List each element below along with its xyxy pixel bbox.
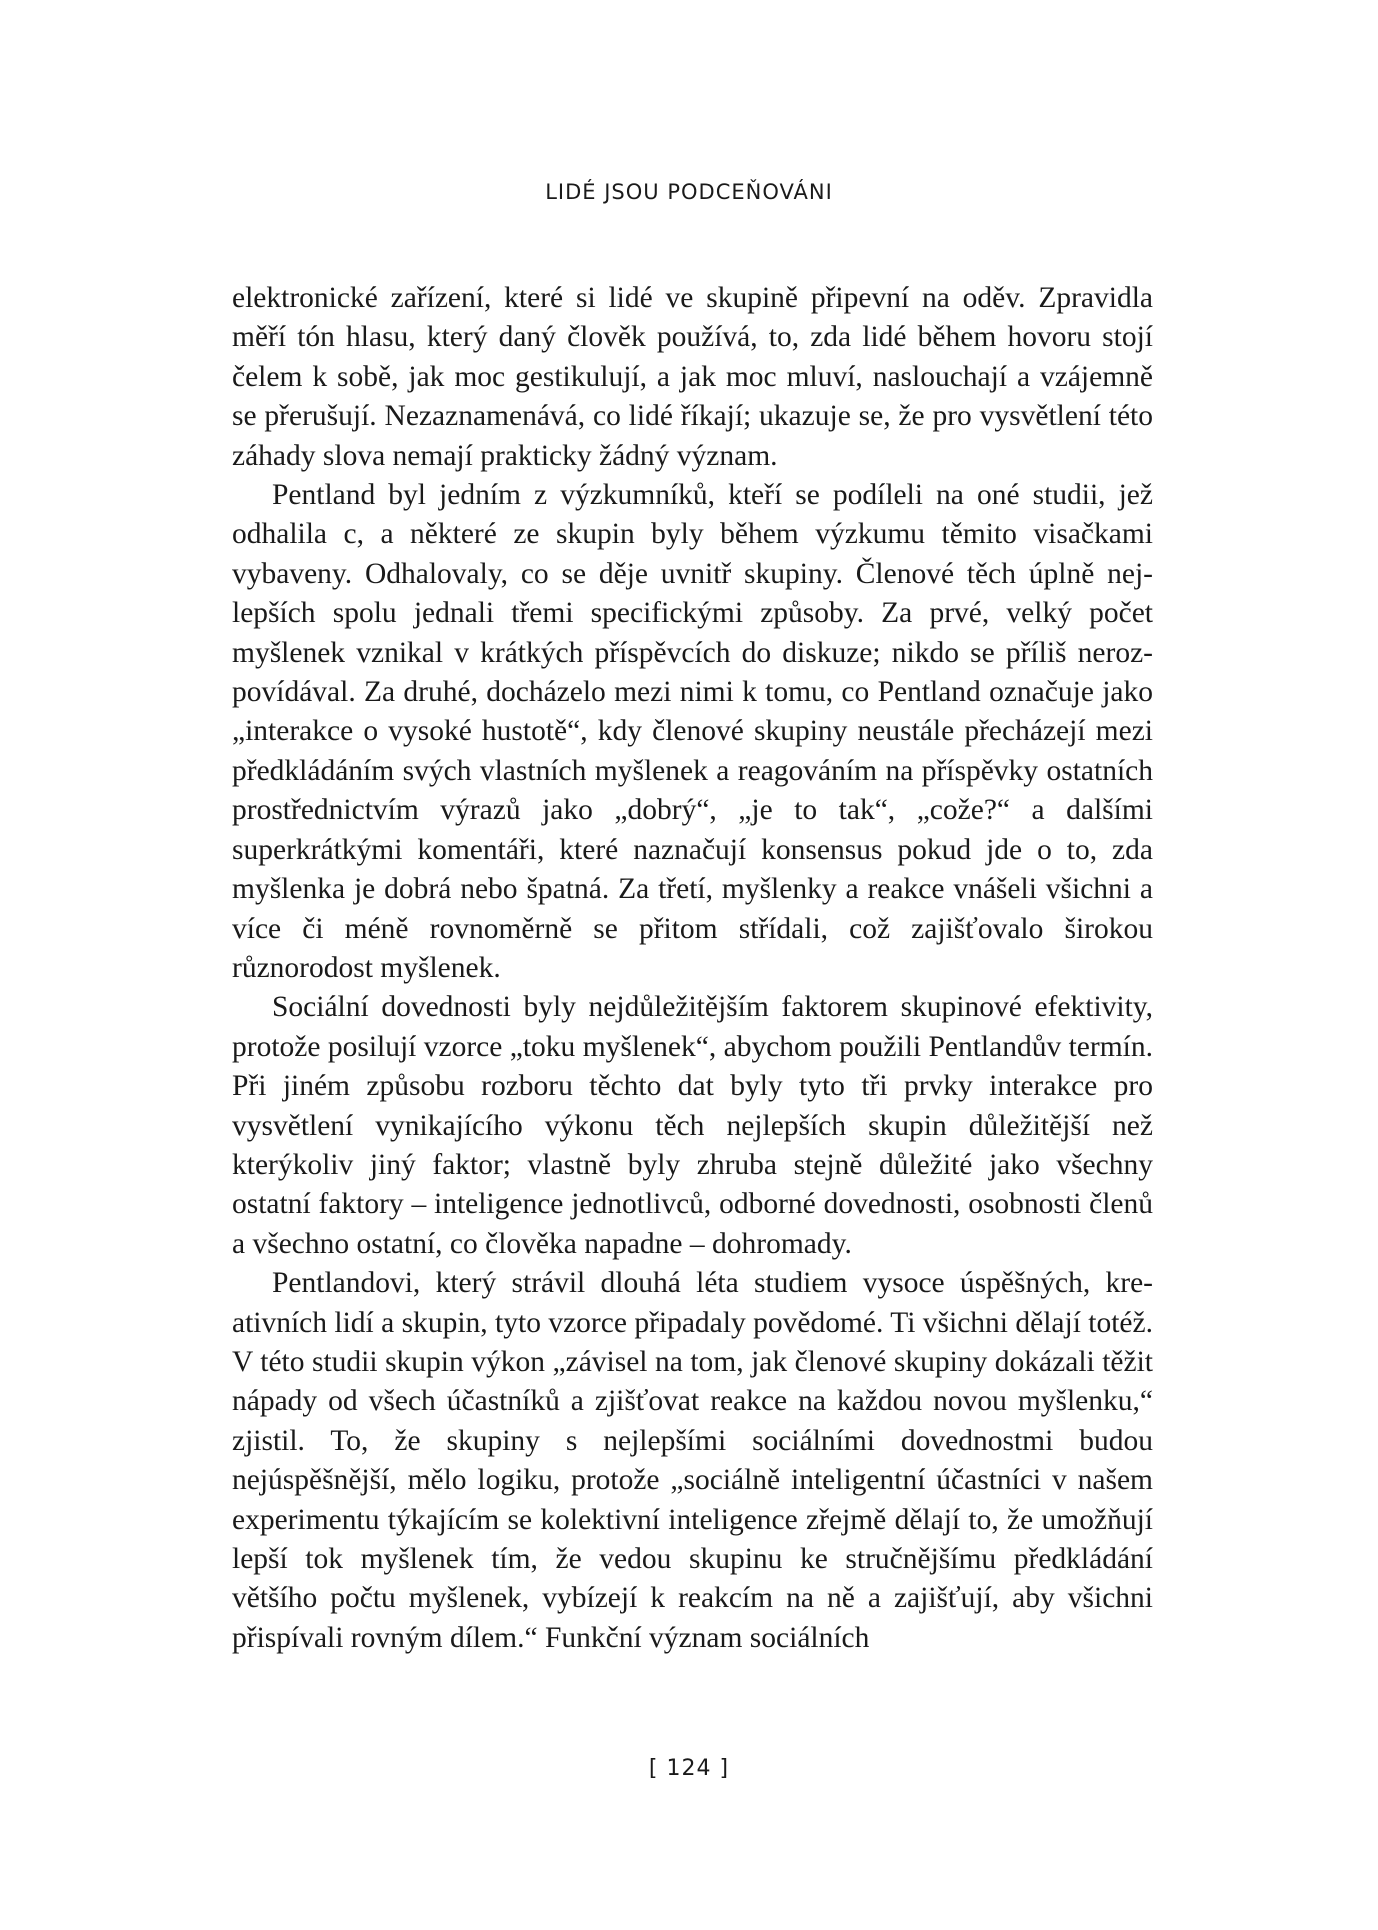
paragraph-4: Pentlandovi, který strávil dlouhá léta studiem vysoce úspěšných, kreativních lidí a skupin, tyto vzorce připadaly povědomé. Ti všichni dělají totéž. V této studii skupin výkon „závisel na tom, jak členové skupiny dokázali těžit nápady od všech účastníků a zjišťovat reakce na každou novou myšlenku,“ zjistil. To, že skupiny s nejlepšími sociálními dovednostmi budou nejúspěšnější, mělo logiku, protože „sociálně inteligentní účastníci v našem experimentu týkajícím se kolektivní inteligence zřejmě dělají to, že umožňují lepší tok myšlenek tím, že vedou skupinu ke stručnějšímu předkládání většího počtu myšlenek, vybízejí k reakcím na ně a zajišťují, aby všichni přispívali rovným dílem.“ Funkční význam sociálních — [232, 1267, 1153, 1654]
paragraph-2: Pentland byl jedním z výzkumníků, kteří se podíleli na oné studii, jež odhalila c, a některé ze skupin byly během výzkumu těmito visačkami vybaveny. Odhalovaly, co se děje uvnitř skupiny. Členové těch úplně nejlepších spolu jednali třemi specifickými způsoby. Za prvé, velký počet myšlenek vznikal v krátkých příspěvcích do diskuze; nikdo se příliš nerozpovídával. Za druhé, docházelo mezi nimi k tomu, co Pentland označuje jako „interakce o vysoké hustotě“, kdy členové skupiny neustále přecházejí mezi předkládáním svých vlastních myšlenek a reagováním na příspěvky ostatních prostřednictvím výrazů jako „dobrý“, „je to tak“, „cože?“ a dalšími superkrátkými komentáři, které naznačují konsensus pokud jde o to, zda myšlenka je dobrá nebo špatná. Za třetí, myšlenky a reakce vnášeli všichni a více či méně rovnoměrně se přitom střídali, což zajišťovalo širokou různorodost myšlenek. — [232, 479, 1153, 984]
paragraph-3: Sociální dovednosti byly nejdůležitějším faktorem skupinové efektivity, protože posilují vzorce „toku myšlenek“, abychom použili Pentlandův termín. Při jiném způsobu rozboru těchto dat byly tyto tři prvky interakce pro vysvětlení vynikajícího výkonu těch nejlepších skupin důležitější než kterýkoliv jiný faktor; vlastně byly zhruba stejně důležité jako všechny ostatní faktory – inteligence jednotlivců, odborné dovednosti, osobnosti členů a všechno ostatní, co člověka napadne – dohromady. — [232, 991, 1153, 1260]
body-text — [232, 279, 1153, 1658]
page-number: [ 124 ] — [648, 1756, 730, 1781]
paragraph-1: elektronické zařízení, které si lidé ve skupině připevní na oděv. Zpravidla měří tón hlasu, který daný člověk používá, to, zda lidé během hovoru stojí čelem k sobě, jak moc gestikulují, a jak moc mluví, naslouchají a vzájemně se přerušují. Nezaznamenává, co lidé říkají; ukazuje se, že pro vysvětlení této záhady slova nemají prakticky žádný význam. — [232, 282, 1153, 472]
running-head: LIDÉ JSOU PODCEŇOVÁNI — [545, 180, 833, 204]
